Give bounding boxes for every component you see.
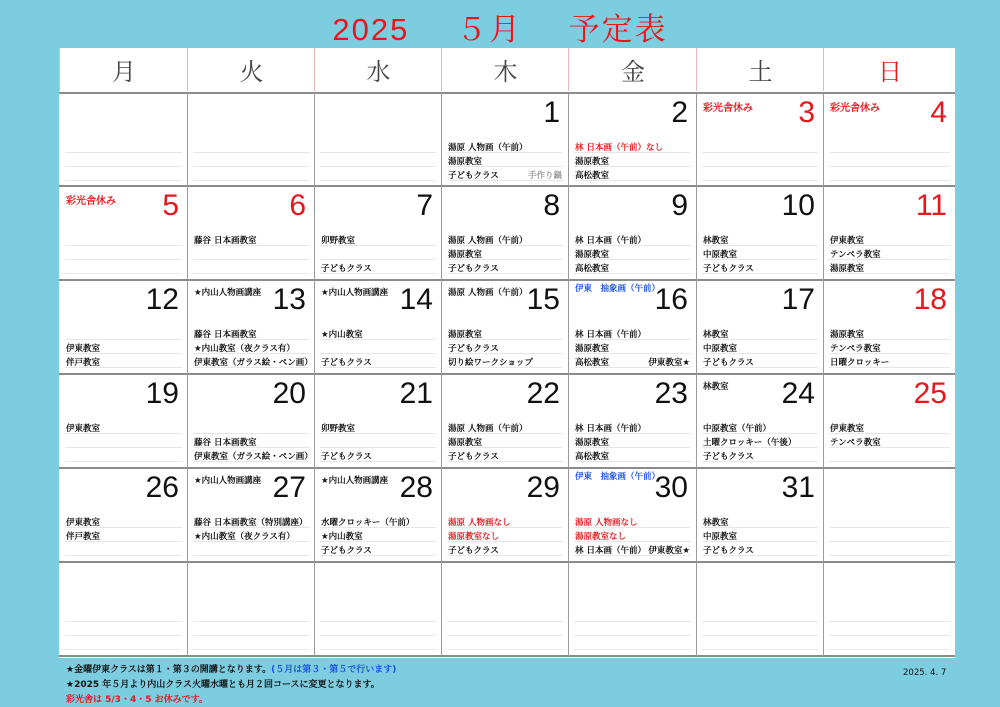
cell-rule-line [193,649,309,650]
cell-rule-line [574,649,691,650]
event-entry: 湯原教室 [448,250,483,260]
event-entry: 卯野教室 [321,424,356,434]
cell-rule-line [65,447,182,448]
cell-rule-line [193,152,309,153]
title-month: ５月 [455,12,522,47]
cell-rule-line [65,180,182,181]
day-number: 8 [543,189,560,222]
day-number: 1 [543,96,560,129]
cell-rule-line [829,649,950,650]
calendar-sheet [59,48,955,658]
event-entry: 中原教室（午前） [703,424,772,434]
cell-rule-line [65,649,182,650]
day-number: 3 [798,96,815,129]
cell-rule-line [320,152,436,153]
event-entry: 伊東教室 [66,424,101,434]
event-entry: 湯原 人物画（午前） [448,236,528,246]
grid-row-divider [59,655,955,657]
event-entry: 林教室 [703,382,729,392]
day-cell[interactable] [824,94,955,185]
cell-rule-line [193,555,309,556]
event-entry: 彩光舎休み [830,103,880,114]
event-entry: 高松教室 [575,358,610,368]
event-entry: 林 日本画（午前） [575,424,646,434]
weekday-header: 金 [568,48,697,91]
day-number: 23 [654,377,688,410]
day-number: 17 [781,283,815,316]
weekday-header: 月 [59,48,188,91]
event-entry: 伊東教室 [66,518,101,528]
day-cell[interactable] [315,375,441,467]
day-number: 15 [526,283,560,316]
day-number: 2 [671,96,688,129]
event-entry: ★内山教室 [321,330,363,340]
cell-rule-line [65,635,182,636]
day-cell[interactable] [188,187,314,279]
title-label: 予定表 [568,12,668,47]
day-cell[interactable] [697,563,823,655]
event-entry: 湯原教室 [448,157,483,167]
cell-rule-line [65,621,182,622]
day-cell[interactable] [315,187,441,279]
event-entry: 湯原教室 [575,250,610,260]
cell-rule-line [829,555,950,556]
event-entry: テンペラ教室 [830,250,881,260]
day-cell[interactable] [442,375,568,467]
day-cell[interactable] [315,94,441,185]
cell-rule-line [320,259,436,260]
weekday-header: 土 [696,48,824,91]
event-entry: 伊東教室 [830,236,865,246]
event-entry: 湯原教室なし [448,532,500,542]
cell-rule-line [702,180,818,181]
cell-rule-line [829,527,950,528]
footer-note-2: ★2025 年５月より内山クラス火曜水曜とも月２回コースに変更となります。 [66,680,380,690]
event-entry: ★内山人物画講座 [194,288,262,298]
event-entry: ★内山教室（夜クラス有） [194,532,295,542]
event-entry: 彩光舎休み [66,196,116,207]
cell-rule-line [702,621,818,622]
event-entry: 林 日本画（午前） [575,330,646,340]
day-cell[interactable] [569,94,696,185]
day-cell[interactable] [442,563,568,655]
cell-rule-line [320,447,436,448]
event-entry: 湯原教室 [448,438,483,448]
cell-rule-line [193,259,309,260]
event-entry: 湯原教室 [575,344,610,354]
day-cell[interactable] [60,563,187,655]
day-number: 12 [145,283,179,316]
cell-rule-line [320,621,436,622]
day-number: 20 [272,377,306,410]
event-entry: 湯原教室 [575,438,610,448]
event-entry: ★内山人物画講座 [194,476,262,486]
calendar-title [0,4,1000,47]
event-entry: 子どもクラス [321,264,372,274]
cell-rule-line [702,635,818,636]
weekday-header: 日 [823,48,956,91]
day-number: 9 [671,189,688,222]
cell-rule-line [829,621,950,622]
weekday-header: 水 [314,48,442,91]
event-entry: 日曜クロッキー [830,358,890,368]
day-number: 31 [781,471,815,504]
day-cell[interactable] [315,563,441,655]
day-number: 28 [399,471,433,504]
event-entry: 高松教室 [575,452,610,462]
day-number: 5 [162,189,179,222]
cell-rule-line [65,339,182,340]
day-number: 25 [913,377,947,410]
cell-rule-line [829,152,950,153]
event-entry: テンペラ教室 [830,344,881,354]
day-cell[interactable] [569,187,696,279]
event-entry: 伊東教室★ [648,358,690,368]
event-entry: 伊東 抽象画（午前） [575,472,661,482]
event-entry: 伊東教室 [66,344,101,354]
event-entry: 湯原教室 [448,330,483,340]
event-entry: 林教室 [703,330,729,340]
footer-note-3: 彩光舎は 5/3・4・5 お休みです。 [66,695,208,705]
cell-rule-line [447,621,563,622]
day-number: 19 [145,377,179,410]
event-entry: 湯原教室 [830,264,865,274]
day-cell[interactable] [824,375,955,467]
day-number: 4 [930,96,947,129]
footer-note-1-blue: (５月は第３・第５で行います) [271,665,397,675]
day-cell[interactable] [697,187,823,279]
cell-rule-line [702,649,818,650]
event-entry: 湯原 人物画なし [575,518,638,528]
day-cell[interactable] [442,281,568,373]
event-entry: 中原教室 [703,532,738,542]
event-entry: 湯原 人物画なし [448,518,511,528]
cell-rule-line [65,259,182,260]
cell-rule-line [574,621,691,622]
event-entry: ★内山人物画講座 [321,288,389,298]
title-year: 2025 [332,12,410,47]
day-number: 10 [781,189,815,222]
day-number: 6 [289,189,306,222]
day-cell[interactable] [824,563,955,655]
cell-rule-line [65,152,182,153]
event-entry: 伊東教室（ガラス絵・ペン画） [194,452,313,462]
event-entry: 子どもクラス [448,264,499,274]
event-entry: ★内山人物画講座 [321,476,389,486]
event-entry: 手作り鍋 [527,171,562,181]
day-cell[interactable] [188,94,314,185]
event-entry: 子どもクラス [703,264,754,274]
day-number: 18 [913,283,947,316]
event-entry: 子どもクラス [703,546,754,556]
event-entry: 伊東教室 [830,424,865,434]
event-entry: 林教室 [703,518,729,528]
day-cell[interactable] [188,563,314,655]
cell-rule-line [447,635,563,636]
event-entry: 湯原 人物画（午前） [448,424,528,434]
day-cell[interactable] [188,375,314,467]
cell-rule-line [193,433,309,434]
day-number: 30 [654,471,688,504]
event-entry: 高松教室 [575,264,610,274]
day-number: 14 [399,283,433,316]
event-entry: 湯原教室 [575,157,610,167]
event-entry: 伊東教室★ [648,546,690,556]
cell-rule-line [829,541,950,542]
day-cell[interactable] [315,469,441,561]
footer-date: 2025. 4. 7 [903,668,947,678]
day-cell[interactable] [442,94,568,185]
event-entry: 林教室 [703,236,729,246]
event-entry: 伊東 抽象画（午前） [575,284,661,294]
day-cell[interactable] [442,187,568,279]
cell-rule-line [65,461,182,462]
cell-rule-line [702,152,818,153]
footer-note-1 [66,662,396,675]
cell-rule-line [65,245,182,246]
event-entry: 藤谷 日本画教室 [194,330,257,340]
day-cell[interactable] [60,187,187,279]
cell-rule-line [320,353,436,354]
event-entry: 子どもクラス [448,546,499,556]
day-cell[interactable] [824,281,955,373]
day-cell[interactable] [60,94,187,185]
event-entry: 湯原 人物画（午前） [448,143,528,153]
event-entry: 子どもクラス [321,358,372,368]
footer-note-1-main: ★金曜伊東クラスは第１・第３の開講となります。 [66,665,272,675]
cell-rule-line [829,635,950,636]
event-entry: 藤谷 日本画教室 [194,438,257,448]
day-cell[interactable] [60,375,187,467]
weekday-header: 火 [187,48,315,91]
cell-rule-line [829,166,950,167]
day-cell[interactable] [569,563,696,655]
cell-rule-line [447,649,563,650]
day-cell[interactable] [569,281,696,373]
day-number: 11 [915,189,947,222]
day-cell[interactable] [697,375,823,467]
cell-rule-line [829,180,950,181]
day-cell[interactable] [60,469,187,561]
event-entry: 伴戸教室 [66,532,101,542]
day-number: 21 [399,377,433,410]
event-entry: 藤谷 日本画教室 [194,236,257,246]
day-cell[interactable] [188,281,314,373]
day-number: 27 [272,471,306,504]
day-number: 24 [781,377,815,410]
cell-rule-line [65,273,182,274]
event-entry: 子どもクラス [321,546,372,556]
event-entry: 切り絵ワークショップ [448,358,533,368]
event-entry: ★内山教室 [321,532,363,542]
event-entry: 湯原教室 [830,330,865,340]
event-entry: 林 日本画（午前）なし [575,143,663,153]
day-cell[interactable] [697,281,823,373]
cell-rule-line [320,635,436,636]
event-entry: 伊東教室（ガラス絵・ペン画） [194,358,313,368]
event-entry: 子どもクラス [703,452,754,462]
day-cell[interactable] [569,469,696,561]
event-entry: 水曜クロッキー（午前） [321,518,415,528]
cell-rule-line [702,166,818,167]
cell-rule-line [193,621,309,622]
day-number: 16 [654,283,688,316]
cell-rule-line [193,273,309,274]
cell-rule-line [193,635,309,636]
event-entry: 林 日本画（午前） [575,236,646,246]
event-entry: 卯野教室 [321,236,356,246]
event-entry: 高松教室 [575,171,610,181]
event-entry: ★内山教室（夜クラス有） [194,344,295,354]
day-cell[interactable] [315,281,441,373]
event-entry: 子どもクラス [448,452,499,462]
cell-rule-line [829,461,950,462]
cell-rule-line [65,555,182,556]
day-cell[interactable] [824,187,955,279]
event-entry: 子どもクラス [448,344,499,354]
event-entry: 中原教室 [703,344,738,354]
cell-rule-line [193,166,309,167]
cell-rule-line [320,166,436,167]
cell-rule-line [65,166,182,167]
event-entry: 土曜クロッキー（午後） [703,438,797,448]
day-number: 26 [145,471,179,504]
event-entry: 湯原教室なし [575,532,627,542]
weekday-header: 木 [441,48,569,91]
day-number: 13 [272,283,306,316]
day-cell[interactable] [569,375,696,467]
event-entry: 湯原 人物画（午前） [448,288,528,298]
cell-rule-line [320,649,436,650]
day-cell[interactable] [60,281,187,373]
event-entry: 子どもクラス [703,358,754,368]
day-number: 29 [526,471,560,504]
day-cell[interactable] [824,469,955,561]
event-entry: 伴戸教室 [66,358,101,368]
day-number: 22 [526,377,560,410]
cell-rule-line [320,180,436,181]
event-entry: 藤谷 日本画教室（特別講座） [194,518,308,528]
cell-rule-line [193,180,309,181]
event-entry: 子どもクラス [448,171,499,181]
day-cell[interactable] [442,469,568,561]
day-cell[interactable] [188,469,314,561]
event-entry: 彩光舎休み [703,103,753,114]
day-number: 7 [416,189,433,222]
event-entry: テンペラ教室 [830,438,881,448]
event-entry: 子どもクラス [321,452,372,462]
event-entry: 中原教室 [703,250,738,260]
event-entry: 林 日本画（午前） [575,546,646,556]
cell-rule-line [574,635,691,636]
day-cell[interactable] [697,469,823,561]
day-cell[interactable] [697,94,823,185]
